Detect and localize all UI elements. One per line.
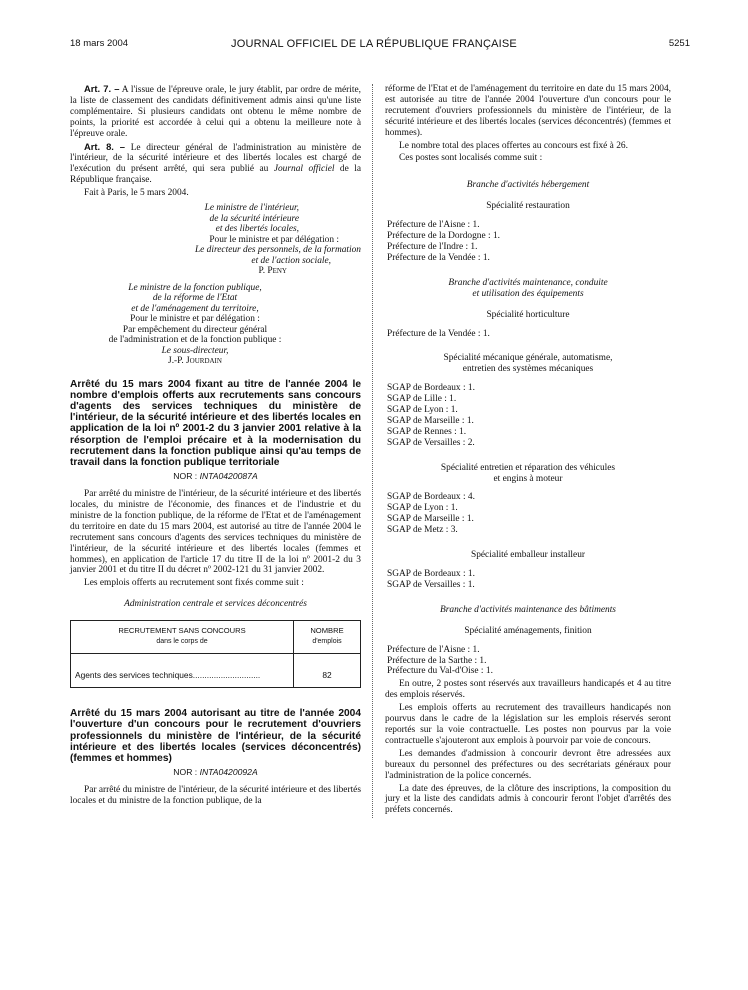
list-item: SGAP de Bordeaux : 1.: [387, 383, 475, 394]
list-item: Préfecture de la Vendée : 1.: [387, 252, 490, 263]
nor-1-label: NOR :: [173, 471, 200, 482]
article-8-text: Le directeur général de l'administration au ministère de l'intérieur, de la sécurité intérieure et des libertés locales est chargé de l'exécution du présent arrêté, qui sera publié au: [70, 142, 361, 175]
journal-officiel-ref: Journal officiel: [273, 164, 335, 175]
article-7-text: A l'issue de l'épreuve orale, le jury établit, par ordre de mérite, la liste de classement des candidats définitivement admis ainsi qu'une liste complémentaire. Si plusieurs candidats ont obtenu le même nombre de points, la priorité est accordée à celui qui a obtenu la meilleure note à l'épreuve orale.: [70, 85, 361, 139]
table-header-nombre-sub: d'emplois: [312, 638, 342, 646]
list-item: SGAP de Bordeaux : 1.: [387, 569, 475, 579]
sig1-line4: Pour le ministre et par délégation :: [209, 234, 339, 245]
fait-a-paris: Fait à Paris, le 5 mars 2004.: [84, 188, 189, 199]
article-7: [70, 84, 361, 140]
nor-2-label: NOR :: [173, 767, 200, 778]
spec-amenagements: Spécialité aménagements, finition: [464, 625, 592, 636]
list-item: Préfecture du Val-d'Oise : 1.: [387, 666, 493, 677]
list-item: SGAP de Bordeaux : 4.: [387, 492, 475, 503]
article-8-end: de la République française.: [70, 164, 361, 186]
arrete-2-nor: [70, 767, 361, 778]
journal-title: JOURNAL OFFICIEL DE LA RÉPUBLIQUE FRANÇAISE: [231, 38, 517, 50]
page-number: 5251: [668, 38, 690, 49]
column-separator: [372, 84, 373, 818]
list-restauration: [385, 220, 671, 264]
spec-emballeur: Spécialité emballeur installeur: [470, 550, 586, 561]
article-8: [70, 142, 361, 187]
header-date: 18 mars 2004: [70, 38, 129, 49]
list-item: Préfecture de l'Aisne : 1.: [387, 220, 480, 231]
right-p2: Le nombre total des places offertes au concours est fixé à 26.: [399, 140, 628, 151]
arrete-1-title: Arrêté du 15 mars 2004 fixant au titre de l'année 2004 le nombre d'emplois offerts aux recrutements sans concours d'agents des services techniques du ministère de l'intérieur, de la sécurité intérieure et des libertés locales en application de la loi nº 2001-2 du 3 janvier 2001 relative à la résorption de l'emploi précaire et à la modernisation du recrutement dans la fonction publique ainsi qu'au temps de travail dans la fonction publique territoriale: [70, 378, 361, 468]
sig2-line3: et de l'aménagement du territoire,: [131, 303, 259, 314]
spec-entretien-vehicules: Spécialité entretien et réparation des véhicules et engins à moteur: [440, 462, 616, 484]
sig2-line6: de l'administration et de la fonction publique :: [108, 335, 282, 346]
table-header-recrutement: RECRUTEMENT SANS CONCOURS dans le corps de: [71, 621, 294, 654]
sig1-name: P. Peny: [258, 266, 287, 277]
list-item: SGAP de Versailles : 1.: [387, 579, 475, 590]
list-item: SGAP de Lille : 1.: [387, 394, 457, 405]
right-p1: réforme de l'Etat et de l'aménagement du territoire en date du 15 mars 2004, est autorisée au titre de l'année 2004 l'ouverture d'un concours pour le recrutement d'ouvriers professionnels du ministère de l'intérieur, de la sécurité intérieure et des libertés locales (services déconcentrés) (femmes et hommes).: [385, 84, 671, 138]
list-item: Préfecture de la Vendée : 1.: [387, 328, 490, 339]
nor-1-code: INTA0420087A: [199, 471, 258, 482]
left-column: [70, 84, 361, 809]
list-item: Préfecture de la Sarthe : 1.: [387, 655, 487, 666]
table-cell-corps: Agents des services techniques.............................: [71, 654, 294, 688]
right-p4: En outre, 2 postes sont réservés aux travailleurs handicapés et 4 au titre des emplois réservés.: [385, 679, 671, 701]
arrete-1-p1: Par arrêté du ministre de l'intérieur, de la sécurité intérieure et des libertés locales, du ministre de l'économie, des finances et de l'industrie et du ministre de la fonction publique, de la réforme de l'Etat et de l'aménagement du territoire en date du 15 mars 2004, est autorisé au titre de l'année 2004 le recrutement sans concours d'agents des services techniques du ministère de l'intérieur, de la sécurité intérieure et des libertés locales (femmes et hommes), en application de l'article 17 du titre II de la loi nº 2001-2 du 3 janvier 2001 et du titre II du décret nº 2002-121 du 31 janvier 2002.: [70, 489, 361, 576]
list-item: SGAP de Marseille : 1.: [387, 415, 474, 426]
table-header-recrutement-sub: dans le corps de: [156, 638, 208, 646]
table-header-nombre: NOMBRE d'emplois: [294, 621, 361, 654]
article-7-label: Art. 7. –: [84, 83, 120, 94]
list-item: Préfecture de l'Aisne : 1.: [387, 644, 480, 655]
list-item: Préfecture de l'Indre : 1.: [387, 241, 478, 252]
sig1-line2: de la sécurité intérieure: [209, 213, 299, 224]
table-cell-nombre: 82: [294, 654, 361, 688]
sig1-line6: et de l'action sociale,: [251, 255, 331, 266]
sig2-line2: de la réforme de l'Etat: [152, 293, 238, 304]
sig1-line5: Le directeur des personnels, de la formation: [194, 245, 361, 256]
branch-batiments: Branche d'activités maintenance des bâtiments: [440, 604, 616, 615]
table-header-row: [71, 621, 361, 654]
list-item: SGAP de Lyon : 1.: [387, 405, 458, 416]
right-p3: Ces postes sont localisés comme suit :: [399, 153, 543, 164]
list-item: SGAP de Marseille : 1.: [387, 514, 474, 525]
list-amenagements: [385, 645, 671, 678]
spec-mecanique: Spécialité mécanique générale, automatisme, entretien des systèmes mécaniques: [443, 353, 613, 375]
signature-block-1: [70, 203, 361, 277]
arrete-2-title: Arrêté du 15 mars 2004 autorisant au titre de l'année 2004 l'ouverture d'un concours pour le recrutement d'ouvriers professionnels du ministère de l'intérieur, de la sécurité intérieure et des libertés locales (services déconcentrés) (femmes et hommes): [70, 708, 361, 764]
spec-restauration: Spécialité restauration: [486, 201, 570, 212]
list-horticulture: [385, 329, 671, 340]
arrete-1-nor: [70, 471, 361, 482]
list-mecanique: [385, 383, 671, 448]
nor-2-code: INTA0420092A: [199, 767, 258, 778]
branch-maintenance: Branche d'activités maintenance, conduite et utilisation des équipements: [448, 277, 608, 299]
branch-hebergement: Branche d'activités hébergement: [466, 180, 590, 191]
list-item: SGAP de Lyon : 1.: [387, 503, 458, 514]
spec-horticulture: Spécialité horticulture: [486, 309, 570, 320]
arrete-1-p2: Les emplois offerts au recrutement sont fixés comme suit :: [84, 578, 304, 589]
sig1-line1: Le ministre de l'intérieur,: [204, 203, 299, 214]
arrete-2-p1: Par arrêté du ministre de l'intérieur, de la sécurité intérieure et des libertés locales et du ministre de la fonction publique, de la: [70, 785, 361, 806]
list-item: SGAP de Metz : 3.: [387, 525, 458, 536]
emplois-table: [70, 620, 361, 688]
sig1-line3: et des libertés locales,: [215, 224, 299, 235]
sig2-line7: Le sous-directeur,: [161, 345, 229, 356]
sig2-line5: Par empêchement du directeur général: [122, 324, 268, 335]
sig2-line4: Pour le ministre et par délégation :: [130, 314, 260, 325]
sig2-line1: Le ministre de la fonction publique,: [128, 282, 262, 293]
signature-block-2: [70, 283, 320, 367]
list-item: SGAP de Versailles : 2.: [387, 437, 475, 448]
article-8-label: Art. 8. –: [84, 140, 126, 152]
table-caption: Administration centrale et services déconcentrés: [124, 599, 307, 610]
right-p7: La date des épreuves, de la clôture des inscriptions, la composition du jury et la liste des candidats admis à concourir feront l'objet d'arrêtés des préfets concernés.: [385, 783, 671, 816]
right-column: [385, 84, 671, 818]
list-emballeur: [385, 569, 671, 591]
sig2-name: J.-P. Jourdain: [168, 356, 222, 367]
list-item: Préfecture de la Dordogne : 1.: [387, 231, 500, 242]
right-p6: Les demandes d'admission à concourir devront être adressées aux bureaux du personnel des préfectures ou des secrétariats généraux pour l'administration de la police concernés.: [385, 748, 671, 781]
list-entretien-vehicules: [385, 492, 671, 536]
table-row: [71, 654, 361, 688]
list-item: SGAP de Rennes : 1.: [387, 426, 467, 437]
right-p5: Les emplois offerts au recrutement des travailleurs handicapés non pourvus dans le cadre de la législation sur les emplois réservés seront reportés sur la voie contractuelle. Les postes non pourvus par la voie contractuelle s'ajouteront aux emplois à pourvoir par voie de concours.: [385, 703, 671, 746]
